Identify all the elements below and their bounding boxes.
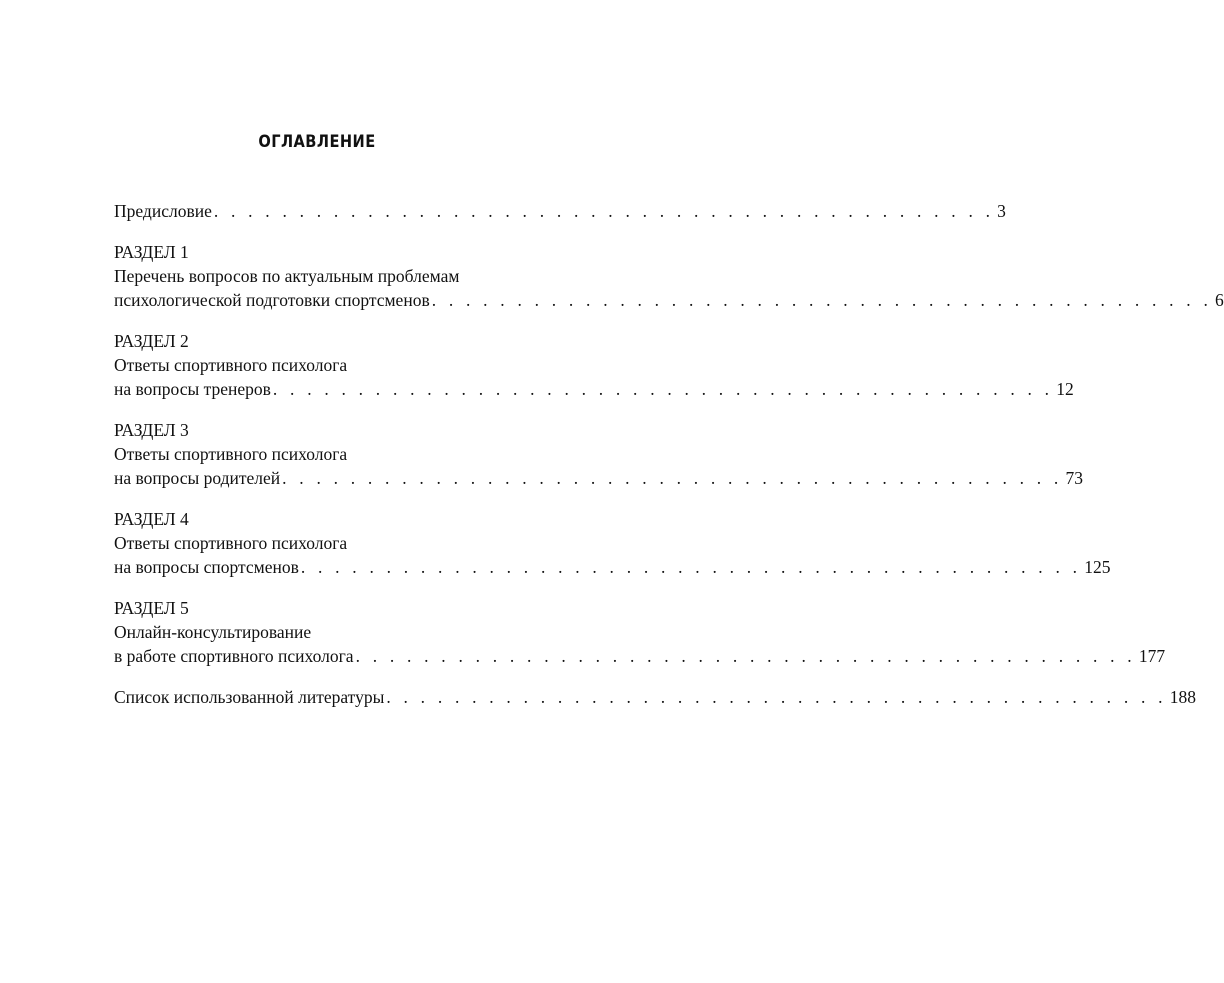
toc-entry-title: Ответы спортивного психолога bbox=[114, 355, 348, 375]
toc-page-number: 6 bbox=[1215, 290, 1224, 310]
dot-leader: . . . . . . . . . . . . . . . . . . . . . . . . . . . . . . . . . . . . . . . . . . . . . . bbox=[431, 290, 1213, 310]
toc-entry-title: Ответы спортивного психолога bbox=[114, 533, 348, 553]
toc-line bbox=[114, 377, 1074, 401]
toc-entry-section-2[interactable] bbox=[114, 329, 1074, 401]
toc-line bbox=[114, 288, 1224, 312]
toc-line bbox=[114, 531, 536, 555]
toc-line bbox=[114, 442, 536, 466]
dot-leader: . . . . . . . . . . . . . . . . . . . . . . . . . . . . . . . . . . . . . . . . . . . . . . bbox=[300, 557, 1082, 577]
toc-entry-title: Перечень вопросов по актуальным проблемам bbox=[114, 266, 460, 286]
dot-leader: . . . . . . . . . . . . . . . . . . . . . . . . . . . . . . . . . . . . . . . . . . . . . . bbox=[213, 201, 995, 221]
dot-leader: . . . . . . . . . . . . . . . . . . . . . . . . . . . . . . . . . . . . . . . . . . . . . . bbox=[282, 468, 1063, 488]
toc-entry-preface[interactable] bbox=[114, 199, 1006, 223]
dot-leader: . . . . . . . . . . . . . . . . . . . . . . . . . . . . . . . . . . . . . . . . . . . . . . bbox=[386, 687, 1167, 707]
toc-line bbox=[114, 620, 536, 644]
toc-page-number: 73 bbox=[1065, 468, 1083, 488]
toc-entry-section-1[interactable] bbox=[114, 240, 1224, 312]
toc-line bbox=[114, 466, 1083, 490]
toc-entry-title: Онлайн-консультирование bbox=[114, 622, 312, 642]
toc-page-number: 3 bbox=[997, 201, 1006, 221]
toc-entry-title: на вопросы спортсменов bbox=[114, 557, 299, 577]
toc-line bbox=[114, 353, 536, 377]
section-heading: РАЗДЕЛ 5 bbox=[114, 598, 189, 618]
table-of-contents bbox=[114, 199, 1224, 726]
toc-line bbox=[114, 264, 536, 288]
toc-page-number: 177 bbox=[1138, 646, 1166, 666]
section-heading: РАЗДЕЛ 4 bbox=[114, 509, 189, 529]
dot-leader: . . . . . . . . . . . . . . . . . . . . . . . . . . . . . . . . . . . . . . . . . . . . . . bbox=[355, 646, 1136, 666]
page-title: ОГЛАВЛЕНИЕ bbox=[258, 132, 376, 152]
toc-entry-section-5[interactable] bbox=[114, 596, 1166, 668]
toc-page-number: 125 bbox=[1084, 557, 1111, 577]
dot-leader: . . . . . . . . . . . . . . . . . . . . . . . . . . . . . . . . . . . . . . . . . . . . . . bbox=[272, 379, 1054, 399]
toc-page-number: 188 bbox=[1169, 687, 1196, 707]
toc-line bbox=[114, 685, 1196, 709]
section-heading: РАЗДЕЛ 3 bbox=[114, 420, 189, 440]
toc-entry-title: на вопросы тренеров bbox=[114, 379, 271, 399]
toc-entry-title: на вопросы родителей bbox=[114, 468, 281, 488]
toc-entry-title: психологической подготовки спортсменов bbox=[114, 290, 430, 310]
toc-entry-section-4[interactable] bbox=[114, 507, 1111, 579]
toc-entry-title: в работе спортивного психолога bbox=[114, 646, 354, 666]
toc-entry-references[interactable] bbox=[114, 685, 1196, 709]
toc-entry-section-3[interactable] bbox=[114, 418, 1083, 490]
toc-entry-title: Список использованной литературы bbox=[114, 687, 385, 707]
section-heading: РАЗДЕЛ 1 bbox=[114, 242, 189, 262]
toc-line bbox=[114, 644, 1166, 668]
section-heading: РАЗДЕЛ 2 bbox=[114, 331, 189, 351]
toc-entry-title: Предисловие bbox=[114, 201, 212, 221]
toc-page-number: 12 bbox=[1056, 379, 1074, 399]
toc-entry-title: Ответы спортивного психолога bbox=[114, 444, 348, 464]
toc-line bbox=[114, 199, 1006, 223]
toc-line bbox=[114, 555, 1111, 579]
